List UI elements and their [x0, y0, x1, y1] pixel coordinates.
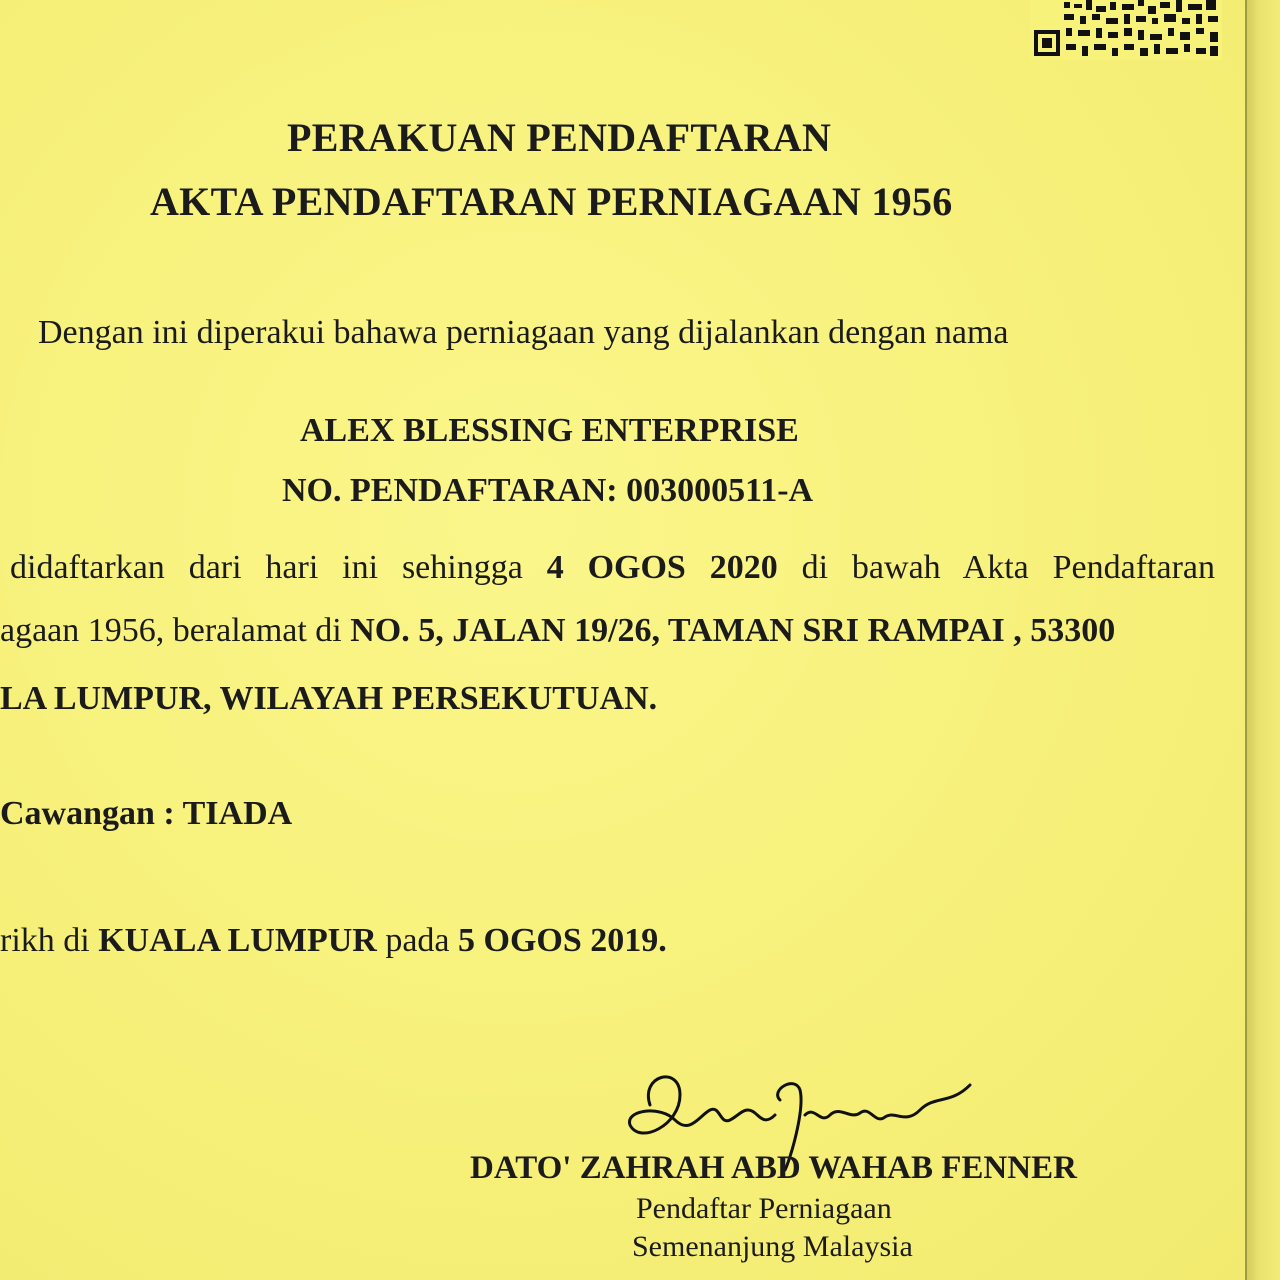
period-text-pre: didaftarkan dari hari ini sehingga — [10, 549, 547, 586]
signatory-name: DATO' ZAHRAH ABD WAHAB FENNER — [470, 1150, 1077, 1186]
address-street: NO. 5, JALAN 19/26, TAMAN SRI RAMPAI , 53300 — [350, 612, 1116, 649]
period-text-post: di bawah Akta Pendaftaran — [777, 549, 1216, 586]
registration-number: NO. PENDAFTARAN: 003000511-A — [282, 472, 814, 509]
signatory-title-2: Semenanjung Malaysia — [632, 1230, 913, 1263]
issue-date: 5 OGOS 2019. — [458, 922, 667, 959]
paper-edge — [1245, 0, 1280, 1280]
branch-line: Cawangan : TIADA — [0, 795, 293, 832]
certificate-title: PERAKUAN PENDAFTARAN — [287, 115, 832, 160]
qr-code-icon — [1030, 0, 1222, 60]
dated-mid: pada — [376, 922, 459, 959]
signatory-title-1: Pendaftar Perniagaan — [636, 1192, 892, 1225]
act-text: agaan 1956, beralamat di — [0, 612, 351, 649]
intro-text: Dengan ini diperakui bahawa perniagaan yang dijalankan dengan nama — [38, 314, 1009, 351]
dated-pre: rikh di — [0, 922, 99, 959]
address-city: LA LUMPUR, WILAYAH PERSEKUTUAN. — [0, 680, 658, 717]
business-name: ALEX BLESSING ENTERPRISE — [300, 412, 799, 449]
issue-place: KUALA LUMPUR — [98, 922, 377, 959]
expiry-date: 4 OGOS 2020 — [546, 549, 778, 586]
registration-period-line — [10, 549, 1215, 587]
address-line-2 — [0, 680, 657, 718]
address-line-1 — [0, 612, 1115, 650]
dated-line — [0, 922, 667, 960]
certificate-subtitle: AKTA PENDAFTARAN PERNIAGAAN 1956 — [150, 179, 953, 224]
